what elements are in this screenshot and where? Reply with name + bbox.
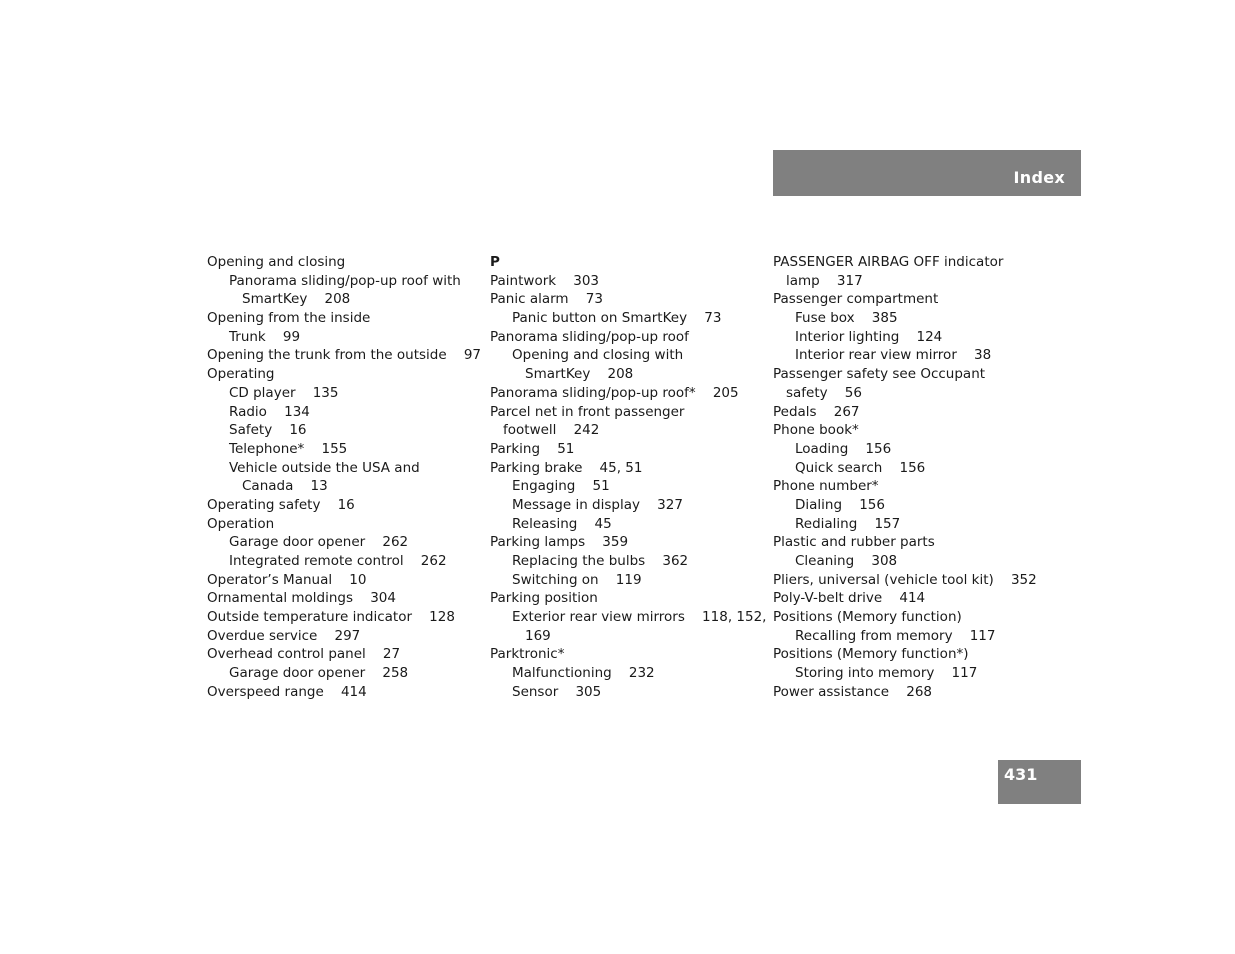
index-entry: Paintwork 303 — [490, 272, 600, 289]
index-entry: Quick search 156 — [795, 459, 926, 476]
index-entry: 169 — [525, 627, 551, 644]
index-entry: Pliers, universal (vehicle tool kit) 352 — [773, 571, 1037, 588]
index-entry: Radio 134 — [229, 403, 310, 420]
index-entry: Dialing 156 — [795, 496, 885, 513]
index-entry: Garage door opener 262 — [229, 534, 409, 551]
index-entry: Redialing 157 — [795, 515, 901, 532]
index-entry: Parktronic* — [490, 646, 565, 663]
index-entry: Telephone* 155 — [229, 440, 348, 457]
index-entry: CD player 135 — [229, 384, 339, 401]
index-entry: Recalling from memory 117 — [795, 627, 996, 644]
index-entry: Ornamental moldings 304 — [207, 590, 396, 607]
index-entry: Panic alarm 73 — [490, 291, 603, 308]
page-number-box — [998, 760, 1081, 804]
index-entry: Parking 51 — [490, 440, 575, 457]
index-entry: Overspeed range 414 — [207, 683, 367, 700]
index-entry: Interior rear view mirror 38 — [795, 347, 992, 364]
index-entry: Loading 156 — [795, 440, 892, 457]
index-entry: SmartKey 208 — [525, 366, 634, 383]
index-entry: SmartKey 208 — [242, 291, 351, 308]
index-entry: Phone book* — [773, 422, 859, 439]
index-entry: Opening and closing — [207, 254, 346, 270]
section-title: Index — [1013, 168, 1065, 187]
index-entry: Interior lighting 124 — [795, 328, 943, 345]
index-entry: Passenger safety see Occupant — [773, 366, 986, 383]
index-entry: Releasing 45 — [512, 515, 612, 532]
index-entry: safety 56 — [786, 384, 862, 401]
index-entry: Parking lamps 359 — [490, 534, 629, 551]
index-entry: Exterior rear view mirrors 118, 152, — [512, 609, 767, 626]
index-entry: PASSENGER AIRBAG OFF indicator — [773, 254, 1004, 270]
index-entry: Engaging 51 — [512, 478, 610, 495]
index-entry: Parking brake 45, 51 — [490, 459, 643, 476]
index-column-1 — [207, 253, 487, 702]
index-entry: Switching on 119 — [512, 571, 642, 588]
index-entry: Power assistance 268 — [773, 683, 933, 700]
index-entry: Panorama sliding/pop-up roof with — [229, 272, 461, 289]
index-entry: Canada 13 — [242, 478, 328, 495]
index-entry: Fuse box 385 — [795, 310, 898, 327]
index-entry: Garage door opener 258 — [229, 665, 409, 682]
index-column-3 — [773, 253, 1053, 702]
index-entry: Panic button on SmartKey 73 — [512, 310, 722, 327]
index-entry: footwell 242 — [503, 422, 600, 439]
index-entry: Trunk 99 — [229, 328, 301, 345]
index-entry: Vehicle outside the USA and — [229, 459, 420, 476]
index-entry: Outside temperature indicator 128 — [207, 609, 455, 626]
index-entry: Parking position — [490, 590, 598, 607]
index-entry: Malfunctioning 232 — [512, 665, 655, 682]
index-letter-heading: P — [490, 254, 500, 270]
index-entry: Operating — [207, 366, 275, 383]
section-header — [773, 150, 1081, 196]
index-entry: Phone number* — [773, 478, 879, 495]
index-entry: Operator’s Manual 10 — [207, 571, 367, 588]
index-entry: Integrated remote control 262 — [229, 553, 447, 569]
index-entry: Opening and closing with — [512, 347, 684, 364]
index-entry: Parcel net in front passenger — [490, 403, 685, 420]
index-entry: lamp 317 — [786, 272, 863, 289]
index-entry: Positions (Memory function*) — [773, 646, 969, 663]
index-entry: Replacing the bulbs 362 — [512, 553, 689, 569]
index-entry: Panorama sliding/pop-up roof* 205 — [490, 384, 739, 401]
index-entry: Safety 16 — [229, 422, 307, 439]
index-entry: Cleaning 308 — [795, 553, 898, 569]
index-entry: Poly-V-belt drive 414 — [773, 590, 926, 607]
index-entry: Opening from the inside — [207, 310, 371, 327]
index-entry: Storing into memory 117 — [795, 665, 978, 682]
index-entry: Overhead control panel 27 — [207, 646, 401, 663]
page-number: 431 — [1004, 765, 1038, 784]
index-entry: Passenger compartment — [773, 291, 939, 308]
index-entry: Opening the trunk from the outside 97 — [207, 347, 482, 364]
index-entry: Message in display 327 — [512, 496, 683, 513]
index-entry: Panorama sliding/pop-up roof — [490, 328, 689, 345]
index-entry: Overdue service 297 — [207, 627, 361, 644]
index-entry: Plastic and rubber parts — [773, 534, 935, 551]
index-entry: Sensor 305 — [512, 683, 602, 700]
index-entry: Positions (Memory function) — [773, 609, 962, 626]
index-entry: Operation — [207, 515, 275, 532]
index-entry: Pedals 267 — [773, 403, 860, 420]
index-column-2 — [490, 253, 770, 702]
index-entry: Operating safety 16 — [207, 496, 355, 513]
